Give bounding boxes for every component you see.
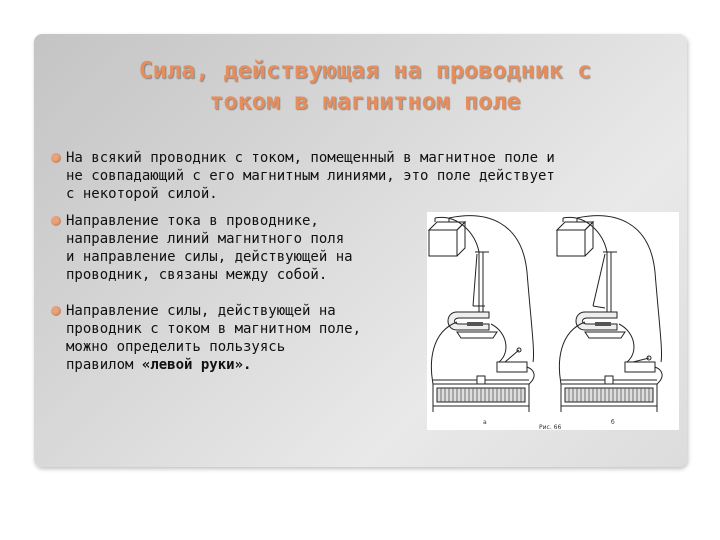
left-hand-rule: «левой руки». bbox=[141, 357, 252, 373]
figure-caption: Рис. 66 bbox=[539, 424, 562, 430]
bullet-2-line-3: и направление силы, действующей на bbox=[66, 249, 353, 265]
figure-label-b: б bbox=[611, 419, 615, 426]
title-line-1: Сила, действующая на проводник с bbox=[138, 56, 592, 84]
bullet-marker-icon bbox=[51, 153, 61, 163]
bullet-marker-icon bbox=[51, 216, 61, 226]
figure-label-a: a bbox=[483, 419, 487, 426]
apparatus-a bbox=[429, 216, 534, 426]
bullet-3-line-3: можно определить пользуясь bbox=[66, 339, 286, 355]
bullet-3-line-2: проводник с током в магнитном поле, bbox=[66, 321, 362, 337]
slide-title bbox=[60, 55, 670, 117]
bullet-marker-icon bbox=[51, 306, 61, 316]
bullet-3-line-1: Направление силы, действующей на bbox=[66, 303, 336, 319]
bullet-1-line-3: с некоторой силой. bbox=[66, 186, 218, 202]
bullet-2-line-2: направление линий магнитного поля bbox=[66, 231, 345, 247]
rule-prefix: правилом bbox=[66, 357, 142, 373]
apparatus-b bbox=[557, 216, 662, 426]
bullet-2-line-4: проводник, связаны между собой. bbox=[66, 267, 328, 283]
bullet-1-line-2: не совпадающий с его магнитным линиями, это поле действует bbox=[66, 168, 555, 184]
bullet-3-line-4 bbox=[66, 356, 251, 374]
experiment-figure bbox=[427, 212, 679, 430]
title-line-2: током в магнитном поле bbox=[209, 87, 521, 115]
bullet-1-line-1: На всякий проводник с током, помещенный в магнитное поле и bbox=[66, 150, 555, 166]
bullet-2-line-1: Направление тока в проводнике, bbox=[66, 213, 319, 229]
